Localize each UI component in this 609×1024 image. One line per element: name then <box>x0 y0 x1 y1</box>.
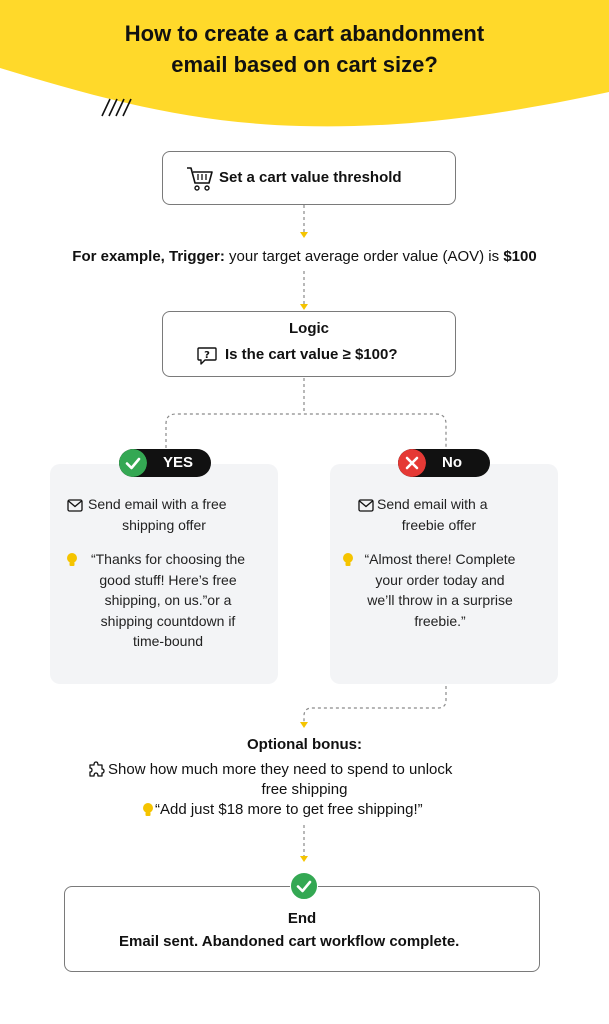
arrow-head <box>300 304 308 310</box>
threshold-step-box <box>162 151 456 205</box>
shopping-cart-icon <box>185 164 215 192</box>
envelope-icon <box>358 499 374 512</box>
no-badge-label: No <box>442 454 462 471</box>
no-quote-line: we’ll throw in a surprise <box>367 592 513 608</box>
no-badge <box>398 449 490 477</box>
no-quote-line: “Almost there! Complete <box>364 551 516 567</box>
check-icon <box>119 449 147 477</box>
logic-box <box>162 311 456 377</box>
yes-action-line-1: Send email with a free <box>88 496 227 512</box>
yes-quote-line: shipping, on us.”or a <box>104 592 232 608</box>
title-line-2: email based on cart size? <box>171 52 438 77</box>
cross-icon <box>398 449 426 477</box>
bonus-quote: “Add just $18 more to get free shipping!” <box>155 801 423 818</box>
no-action-line-2: freebie offer <box>401 517 477 533</box>
check-icon <box>290 872 318 900</box>
trigger-value: $100 <box>503 248 537 265</box>
end-text: Email sent. Abandoned cart workflow complete. <box>119 933 460 950</box>
no-quote-line: your order today and <box>375 571 505 588</box>
question-bubble-icon <box>196 345 218 367</box>
threshold-step-label: Set a cart value threshold <box>219 169 402 186</box>
no-quote <box>350 549 530 631</box>
arrow-head <box>300 232 308 238</box>
arrow-head <box>300 856 308 862</box>
bonus-line-2: free shipping <box>261 781 348 798</box>
yes-quote-line: “Thanks for choosing the <box>90 551 246 567</box>
no-action-line-1: Send email with a <box>377 496 488 512</box>
trigger-example <box>0 247 609 267</box>
envelope-icon <box>67 499 83 512</box>
yes-badge-label: YES <box>163 454 194 471</box>
no-quote-line: freebie.” <box>414 612 466 629</box>
yes-action-line-2: shipping offer <box>122 517 206 533</box>
svg-text:?: ? <box>204 350 210 361</box>
logic-title: Logic <box>289 320 329 337</box>
lightbulb-icon <box>66 552 78 568</box>
bonus-title: Optional bonus: <box>247 736 362 753</box>
yes-quote-line: shipping countdown if <box>100 612 236 629</box>
yes-branch-card <box>50 464 278 684</box>
yes-quote <box>78 549 258 652</box>
lightbulb-icon <box>142 802 154 818</box>
no-branch-card <box>330 464 558 684</box>
title-line-1: How to create a cart abandonment <box>124 21 485 46</box>
logic-question: Is the cart value ≥ $100? <box>225 346 398 363</box>
trigger-text: your target average order value (AOV) is <box>224 248 504 265</box>
yes-quote-line: good stuff! Here’s free <box>99 571 237 588</box>
puzzle-icon <box>87 760 105 778</box>
end-title: End <box>287 910 317 927</box>
bonus-line-1: Show how much more they need to spend to unlock <box>108 761 453 778</box>
yes-quote-line: time-bound <box>132 633 204 649</box>
yes-badge <box>119 449 211 477</box>
arrow-head <box>300 722 308 728</box>
trigger-prefix: For example, Trigger: <box>72 248 225 265</box>
